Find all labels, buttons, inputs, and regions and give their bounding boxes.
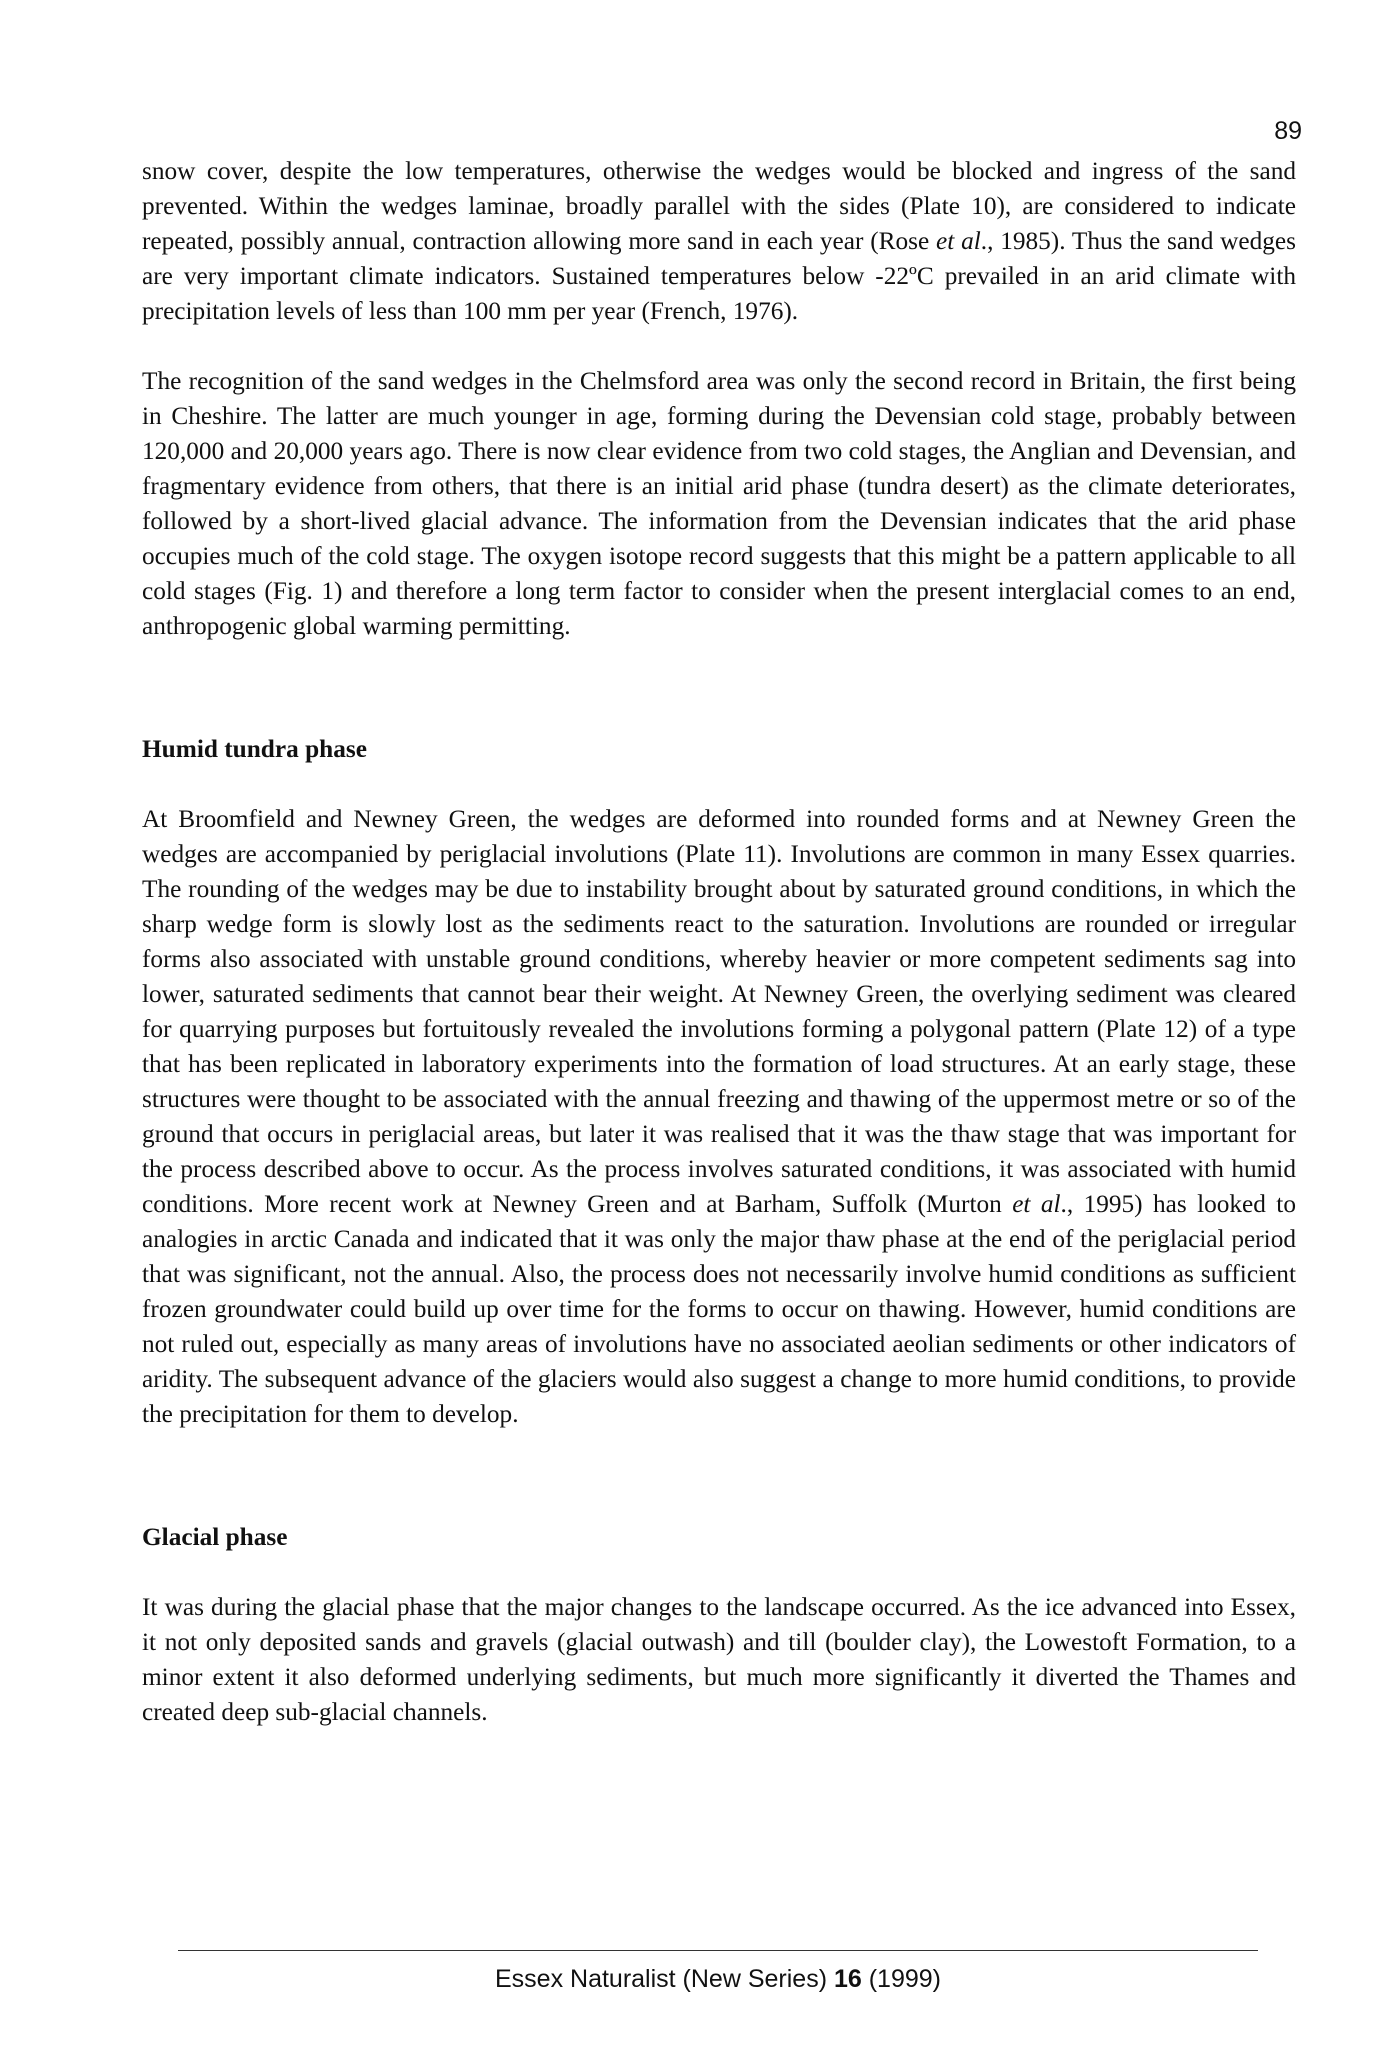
- paragraph-text: ., 1985). Thus the sand wedges are very important climate indicators. Sustained temperatures below -22ºC prevailed in an arid climate with precipitation levels of less than 100 mm per year (French, 1976).: [142, 227, 1296, 325]
- section-heading-humid-tundra: Humid tundra phase: [142, 735, 367, 763]
- citation-et-al: et al: [1012, 1190, 1061, 1218]
- footer-journal: Essex Naturalist (New Series): [494, 1965, 834, 1993]
- footer-year: (1999): [861, 1965, 941, 1993]
- citation-et-al: et al: [936, 227, 981, 255]
- page-number: 89: [1274, 117, 1302, 145]
- article-body: [142, 154, 1296, 1730]
- paragraph-text: snow cover, despite the low temperatures, otherwise the wedges would be blocked and ingress of the sand prevented. Within the wedges laminae, broadly parallel with the sides (Plate 10), are considered to indicate repeated, possibly annual, contraction allowing more sand in each year (Rose: [142, 157, 1296, 255]
- paragraph-text: At Broomfield and Newney Green, the wedges are deformed into rounded forms and at Newney Green the wedges are accompanied by periglacial involutions (Plate 11). Involutions are common in many Essex quarries. The rounding of the wedges may be due to instability brought about by saturated ground conditions, in which the sharp wedge form is slowly lost as the sediments react to the saturation. Involutions are rounded or irregular forms also associated with unstable ground conditions, whereby heavier or more competent sediments sag into lower, saturated sediments that cannot bear their weight. At Newney Green, the overlying sediment was cleared for quarrying purposes but fortuitously revealed the involutions forming a polygonal pattern (Plate 12) of a type that has been replicated in laboratory experiments into the formation of load structures. At an early stage, these structures were thought to be associated with the annual freezing and thawing of the uppermost metre or so of the ground that occurs in periglacial areas, but later it was realised that it was the thaw stage that was important for the process described above to occur. As the process involves saturated conditions, it was associated with humid conditions. More recent work at Newney Green and at Barham, Suffolk (Murton: [142, 805, 1296, 1218]
- section-heading-glacial: Glacial phase: [142, 1523, 288, 1551]
- paragraph-sand-wedges-climate: [142, 154, 1296, 329]
- paragraph-humid-tundra: [142, 802, 1296, 1432]
- paragraph-glacial: It was during the glacial phase that the major changes to the landscape occurred. As the ice advanced into Essex, it not only deposited sands and gravels (glacial outwash) and till (boulder clay), the Lowestoft Formation, to a minor extent it also deformed underlying sediments, but much more significantly it diverted the Thames and created deep sub-glacial channels.: [142, 1593, 1296, 1726]
- footer-volume: 16: [833, 1965, 862, 1993]
- paragraph-text: ., 1995) has looked to analogies in arctic Canada and indicated that it was only the major thaw phase at the end of the periglacial period that was significant, not the annual. Also, the process does not necessarily involve humid conditions as sufficient frozen groundwater could build up over time for the forms to occur on thawing. However, humid conditions are not ruled out, especially as many areas of involutions have no associated aeolian sediments or other indicators of aridity. The subsequent advance of the glaciers would also suggest a change to more humid conditions, to provide the precipitation for them to develop.: [142, 1190, 1296, 1428]
- paragraph-sand-wedges-chelmsford: The recognition of the sand wedges in the Chelmsford area was only the second record in Britain, the first being in Cheshire. The latter are much younger in age, forming during the Devensian cold stage, probably between 120,000 and 20,000 years ago. There is now clear evidence from two cold stages, the Anglian and Devensian, and fragmentary evidence from others, that there is an initial arid phase (tundra desert) as the climate deteriorates, followed by a short-lived glacial advance. The information from the Devensian indicates that the arid phase occupies much of the cold stage. The oxygen isotope record suggests that this might be a pattern applicable to all cold stages (Fig. 1) and therefore a long term factor to consider when the present interglacial comes to an end, anthropogenic global warming permitting.: [142, 367, 1296, 640]
- footer-divider: [178, 1950, 1258, 1951]
- footer-citation: [0, 1964, 1400, 1994]
